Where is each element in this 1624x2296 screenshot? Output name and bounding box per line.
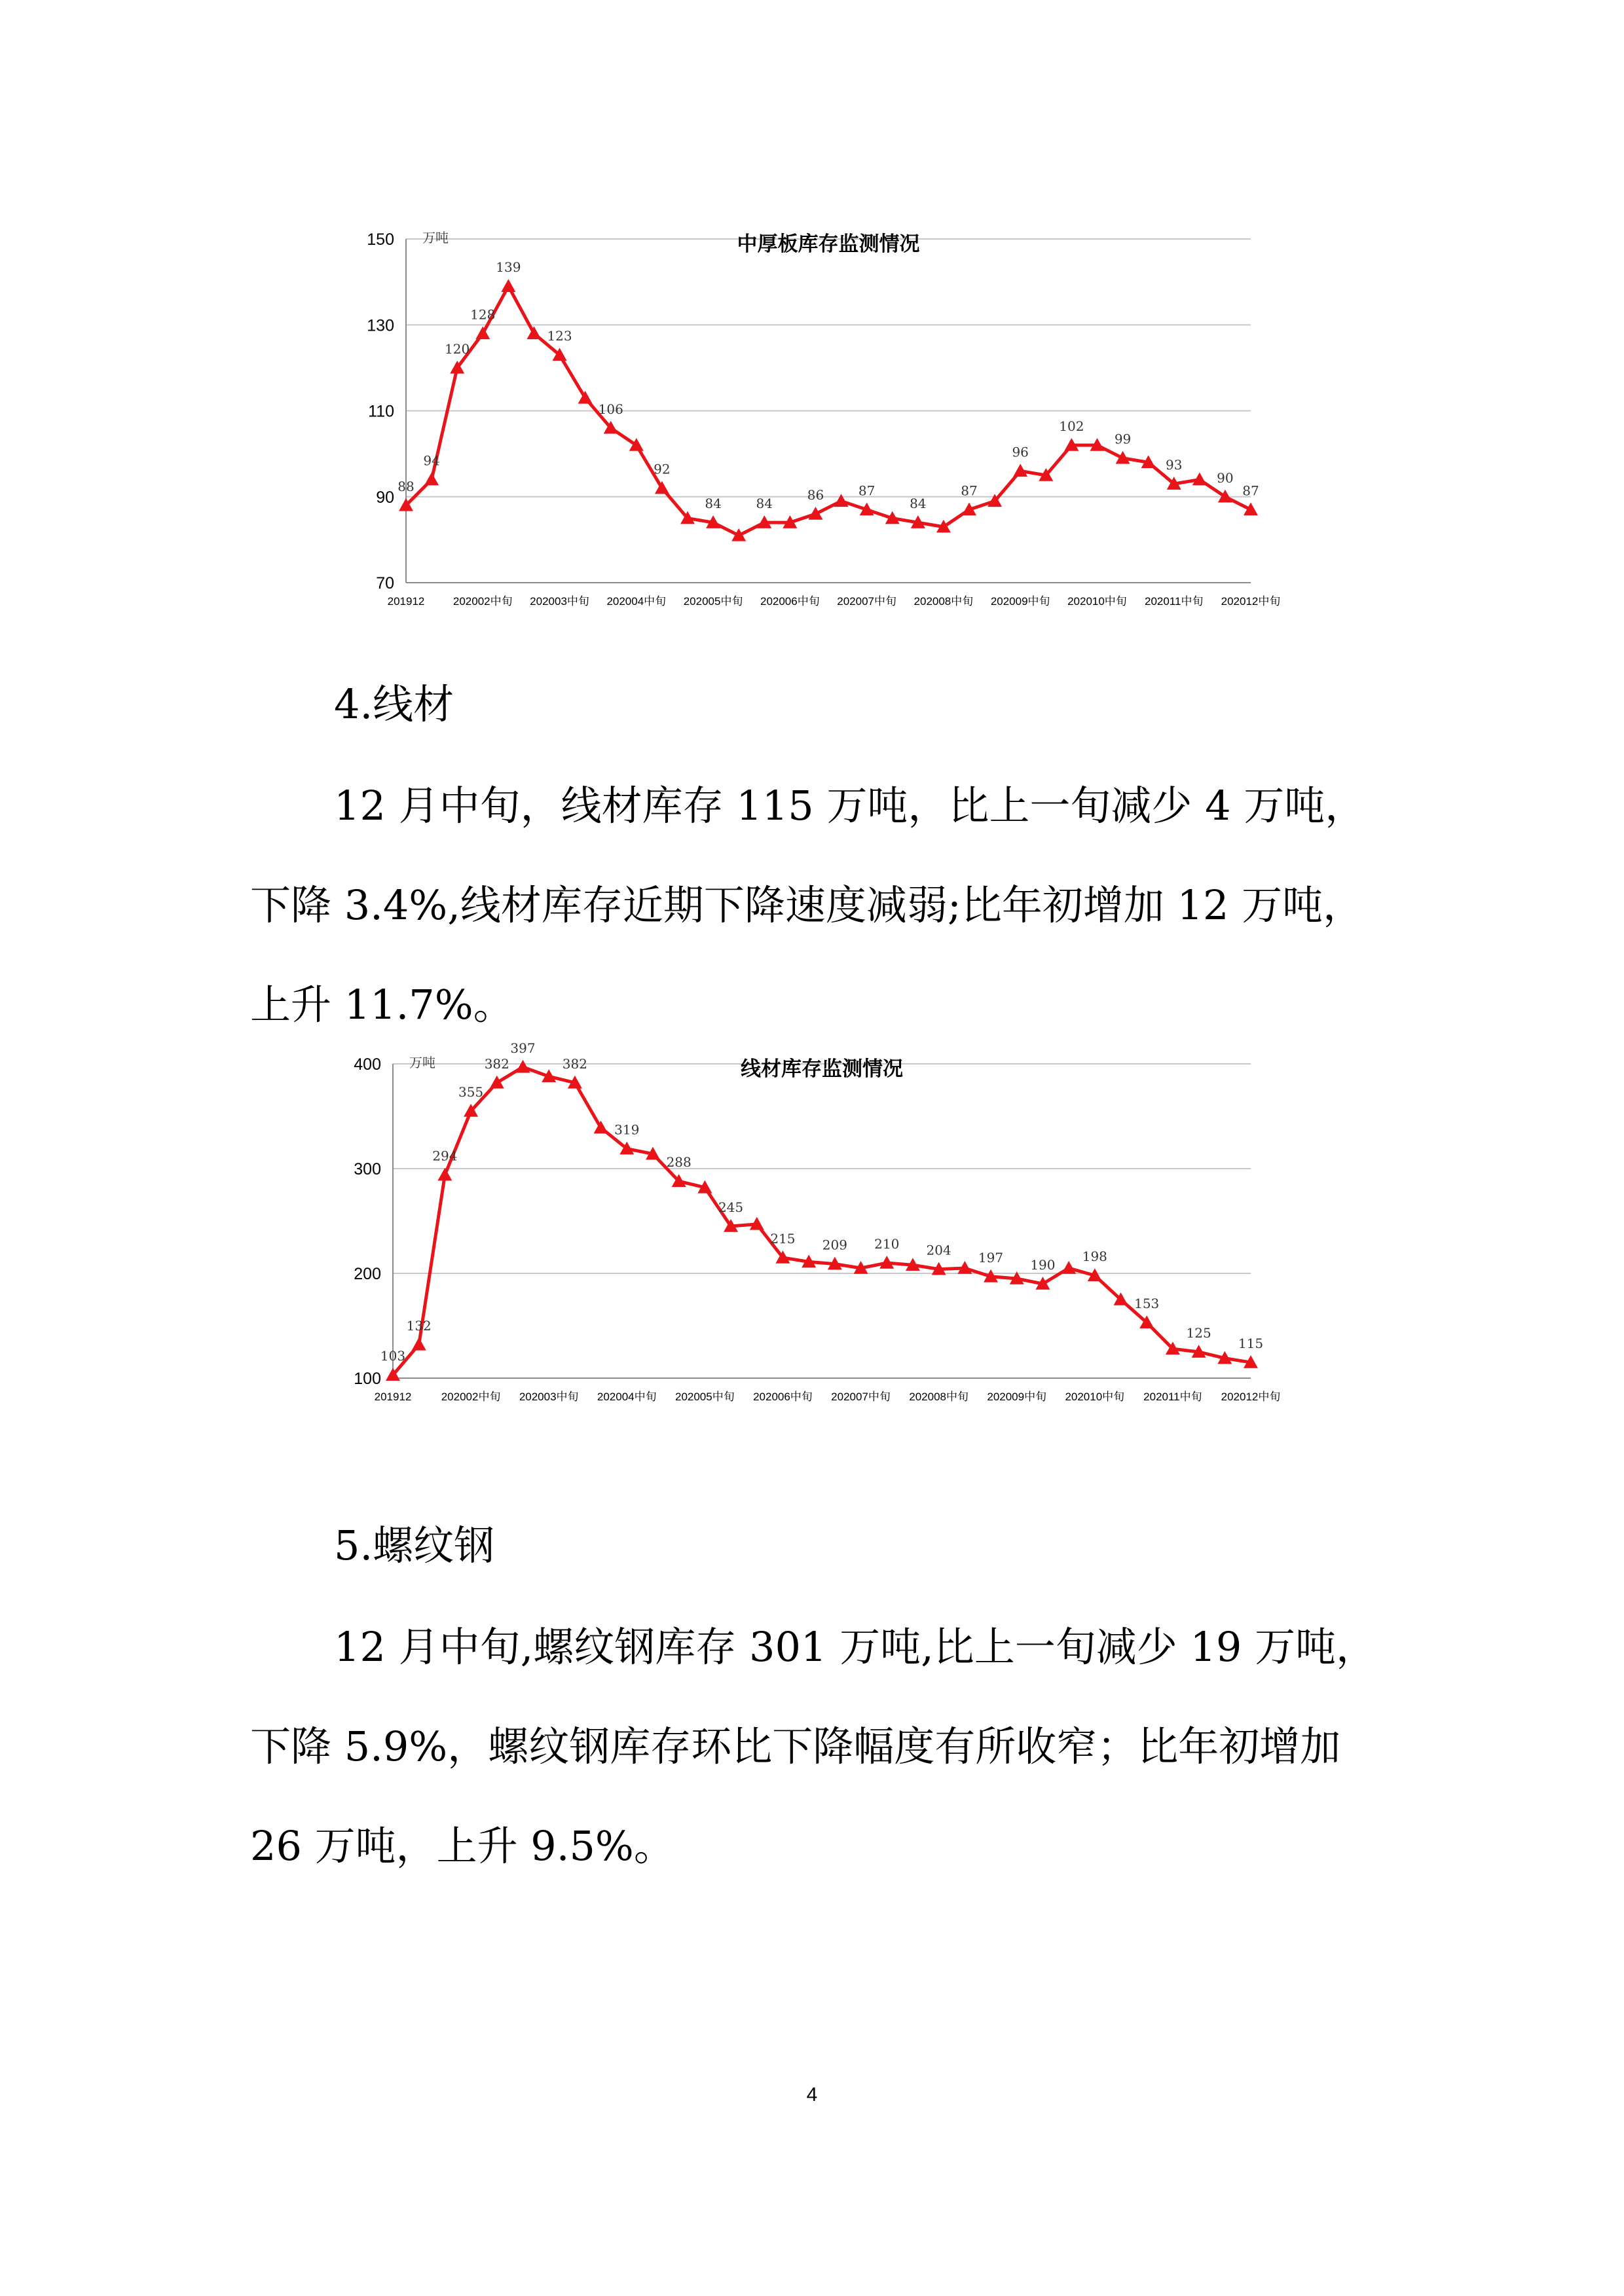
wire-rod-inventory-chart — [341, 1021, 1303, 1427]
data-label: 190 — [1030, 1257, 1056, 1273]
y-tick-label: 300 — [354, 1160, 381, 1178]
y-tick-label: 200 — [354, 1265, 381, 1283]
x-tick-label: 202002中旬 — [441, 1391, 501, 1403]
data-label: 245 — [718, 1199, 744, 1215]
y-tick-label: 110 — [368, 402, 394, 421]
x-tick-label: 202010中旬 — [1065, 1391, 1125, 1403]
data-point — [578, 391, 593, 404]
x-tick-label: 202003中旬 — [530, 595, 589, 608]
y-tick-label: 90 — [376, 488, 394, 507]
data-label: 103 — [380, 1348, 406, 1364]
data-point — [475, 326, 490, 339]
x-tick-label: 202006中旬 — [760, 595, 820, 608]
data-label: 84 — [705, 496, 722, 512]
data-label: 209 — [822, 1237, 847, 1253]
x-tick-label: 202008中旬 — [909, 1391, 969, 1403]
x-tick-label: 202012中旬 — [1221, 1391, 1281, 1403]
data-label: 215 — [770, 1231, 796, 1247]
plate-inventory-chart — [341, 210, 1303, 615]
data-label: 86 — [807, 487, 824, 503]
data-label: 382 — [484, 1055, 509, 1072]
x-tick-label: 202008中旬 — [913, 595, 974, 608]
data-label: 210 — [874, 1236, 900, 1252]
x-tick-label: 202007中旬 — [837, 595, 897, 608]
data-label: 123 — [547, 328, 572, 344]
data-label: 198 — [1082, 1248, 1107, 1265]
x-tick-label: 202012中旬 — [1221, 595, 1281, 608]
data-label: 197 — [978, 1249, 1004, 1266]
data-point — [501, 279, 515, 292]
data-label: 106 — [598, 401, 623, 417]
data-label: 87 — [858, 483, 876, 499]
data-point — [834, 494, 849, 507]
x-tick-label: 202009中旬 — [987, 1391, 1047, 1403]
data-label: 99 — [1114, 431, 1132, 447]
x-tick-label: 202006中旬 — [753, 1391, 813, 1403]
data-label: 382 — [562, 1055, 587, 1072]
data-label: 153 — [1134, 1296, 1160, 1312]
data-label: 115 — [1238, 1336, 1264, 1351]
data-point — [515, 1060, 530, 1073]
data-point — [412, 1338, 426, 1351]
data-label: 397 — [510, 1040, 536, 1056]
y-unit-label: 万吨 — [422, 231, 449, 246]
data-label: 87 — [961, 483, 978, 499]
data-label: 84 — [756, 496, 773, 512]
y-tick-label: 130 — [367, 316, 394, 335]
data-label: 355 — [458, 1084, 484, 1100]
y-tick-label: 70 — [376, 574, 394, 592]
data-label: 92 — [654, 461, 671, 477]
data-label: 93 — [1166, 457, 1183, 473]
data-label: 294 — [432, 1148, 458, 1164]
y-tick-label: 150 — [367, 230, 394, 249]
x-tick-label: 202011中旬 — [1144, 595, 1204, 608]
x-tick-label: 202005中旬 — [674, 1391, 735, 1403]
page-number: 4 — [806, 2084, 818, 2105]
section-5-paragraph — [250, 1597, 1403, 1896]
x-tick-label: 201912 — [374, 1391, 412, 1403]
x-tick-label: 202002中旬 — [452, 595, 513, 608]
section-4-heading: 4.线材 — [334, 680, 454, 728]
series-line — [393, 1067, 1251, 1375]
chart-title: 线材库存监测情况 — [741, 1057, 903, 1080]
x-tick-label: 202004中旬 — [606, 595, 667, 608]
data-label: 288 — [666, 1154, 692, 1171]
data-label: 319 — [614, 1121, 640, 1138]
data-label: 96 — [1012, 444, 1029, 460]
data-label: 102 — [1059, 418, 1084, 434]
section-5-text: 12 月中旬,螺纹钢库存 301 万吨,比上一旬减少 19 万吨，下降 5.9%，螺纹钢库存环比下降幅度有所收窄；比年初增加 26 万吨，上升 9.5%。 — [250, 1623, 1377, 1870]
section-4-paragraph — [250, 756, 1403, 1055]
chart-title: 中厚板库存监测情况 — [737, 232, 920, 255]
x-tick-label: 202011中旬 — [1143, 1391, 1202, 1403]
section-5-heading: 5.螺纹钢 — [334, 1522, 495, 1569]
plate-inventory-chart-svg — [341, 210, 1303, 615]
y-unit-label: 万吨 — [409, 1056, 435, 1070]
y-tick-label: 100 — [354, 1370, 381, 1388]
x-tick-label: 202007中旬 — [831, 1391, 891, 1403]
data-label: 204 — [926, 1242, 951, 1258]
wire-rod-inventory-chart-svg — [341, 1021, 1303, 1427]
x-tick-label: 202004中旬 — [597, 1391, 657, 1403]
data-label: 128 — [470, 306, 496, 323]
data-point — [526, 326, 541, 339]
data-point — [655, 481, 669, 494]
x-tick-label: 201912 — [387, 595, 425, 608]
x-tick-label: 202009中旬 — [990, 595, 1050, 608]
data-label: 139 — [496, 259, 521, 276]
y-tick-label: 400 — [354, 1055, 381, 1074]
data-label: 90 — [1217, 469, 1234, 486]
data-point — [424, 473, 439, 486]
data-label: 125 — [1186, 1325, 1211, 1341]
data-label: 132 — [406, 1317, 432, 1334]
data-point — [490, 1076, 504, 1089]
data-point — [1061, 1261, 1076, 1274]
data-point — [437, 1168, 452, 1181]
data-point — [594, 1121, 608, 1134]
data-label: 84 — [910, 496, 927, 512]
data-label: 120 — [445, 340, 470, 357]
data-label: 87 — [1242, 483, 1259, 499]
data-label: 88 — [397, 478, 415, 494]
x-tick-label: 202003中旬 — [519, 1391, 579, 1403]
data-label: 94 — [423, 452, 440, 469]
section-4-text: 12 月中旬，线材库存 115 万吨，比上一旬减少 4 万吨，下降 3.4%,线材库存近期下降速度减弱;比年初增加 12 万吨，上升 11.7%。 — [250, 782, 1366, 1029]
x-tick-label: 202010中旬 — [1067, 595, 1127, 608]
x-tick-label: 202005中旬 — [683, 595, 743, 608]
